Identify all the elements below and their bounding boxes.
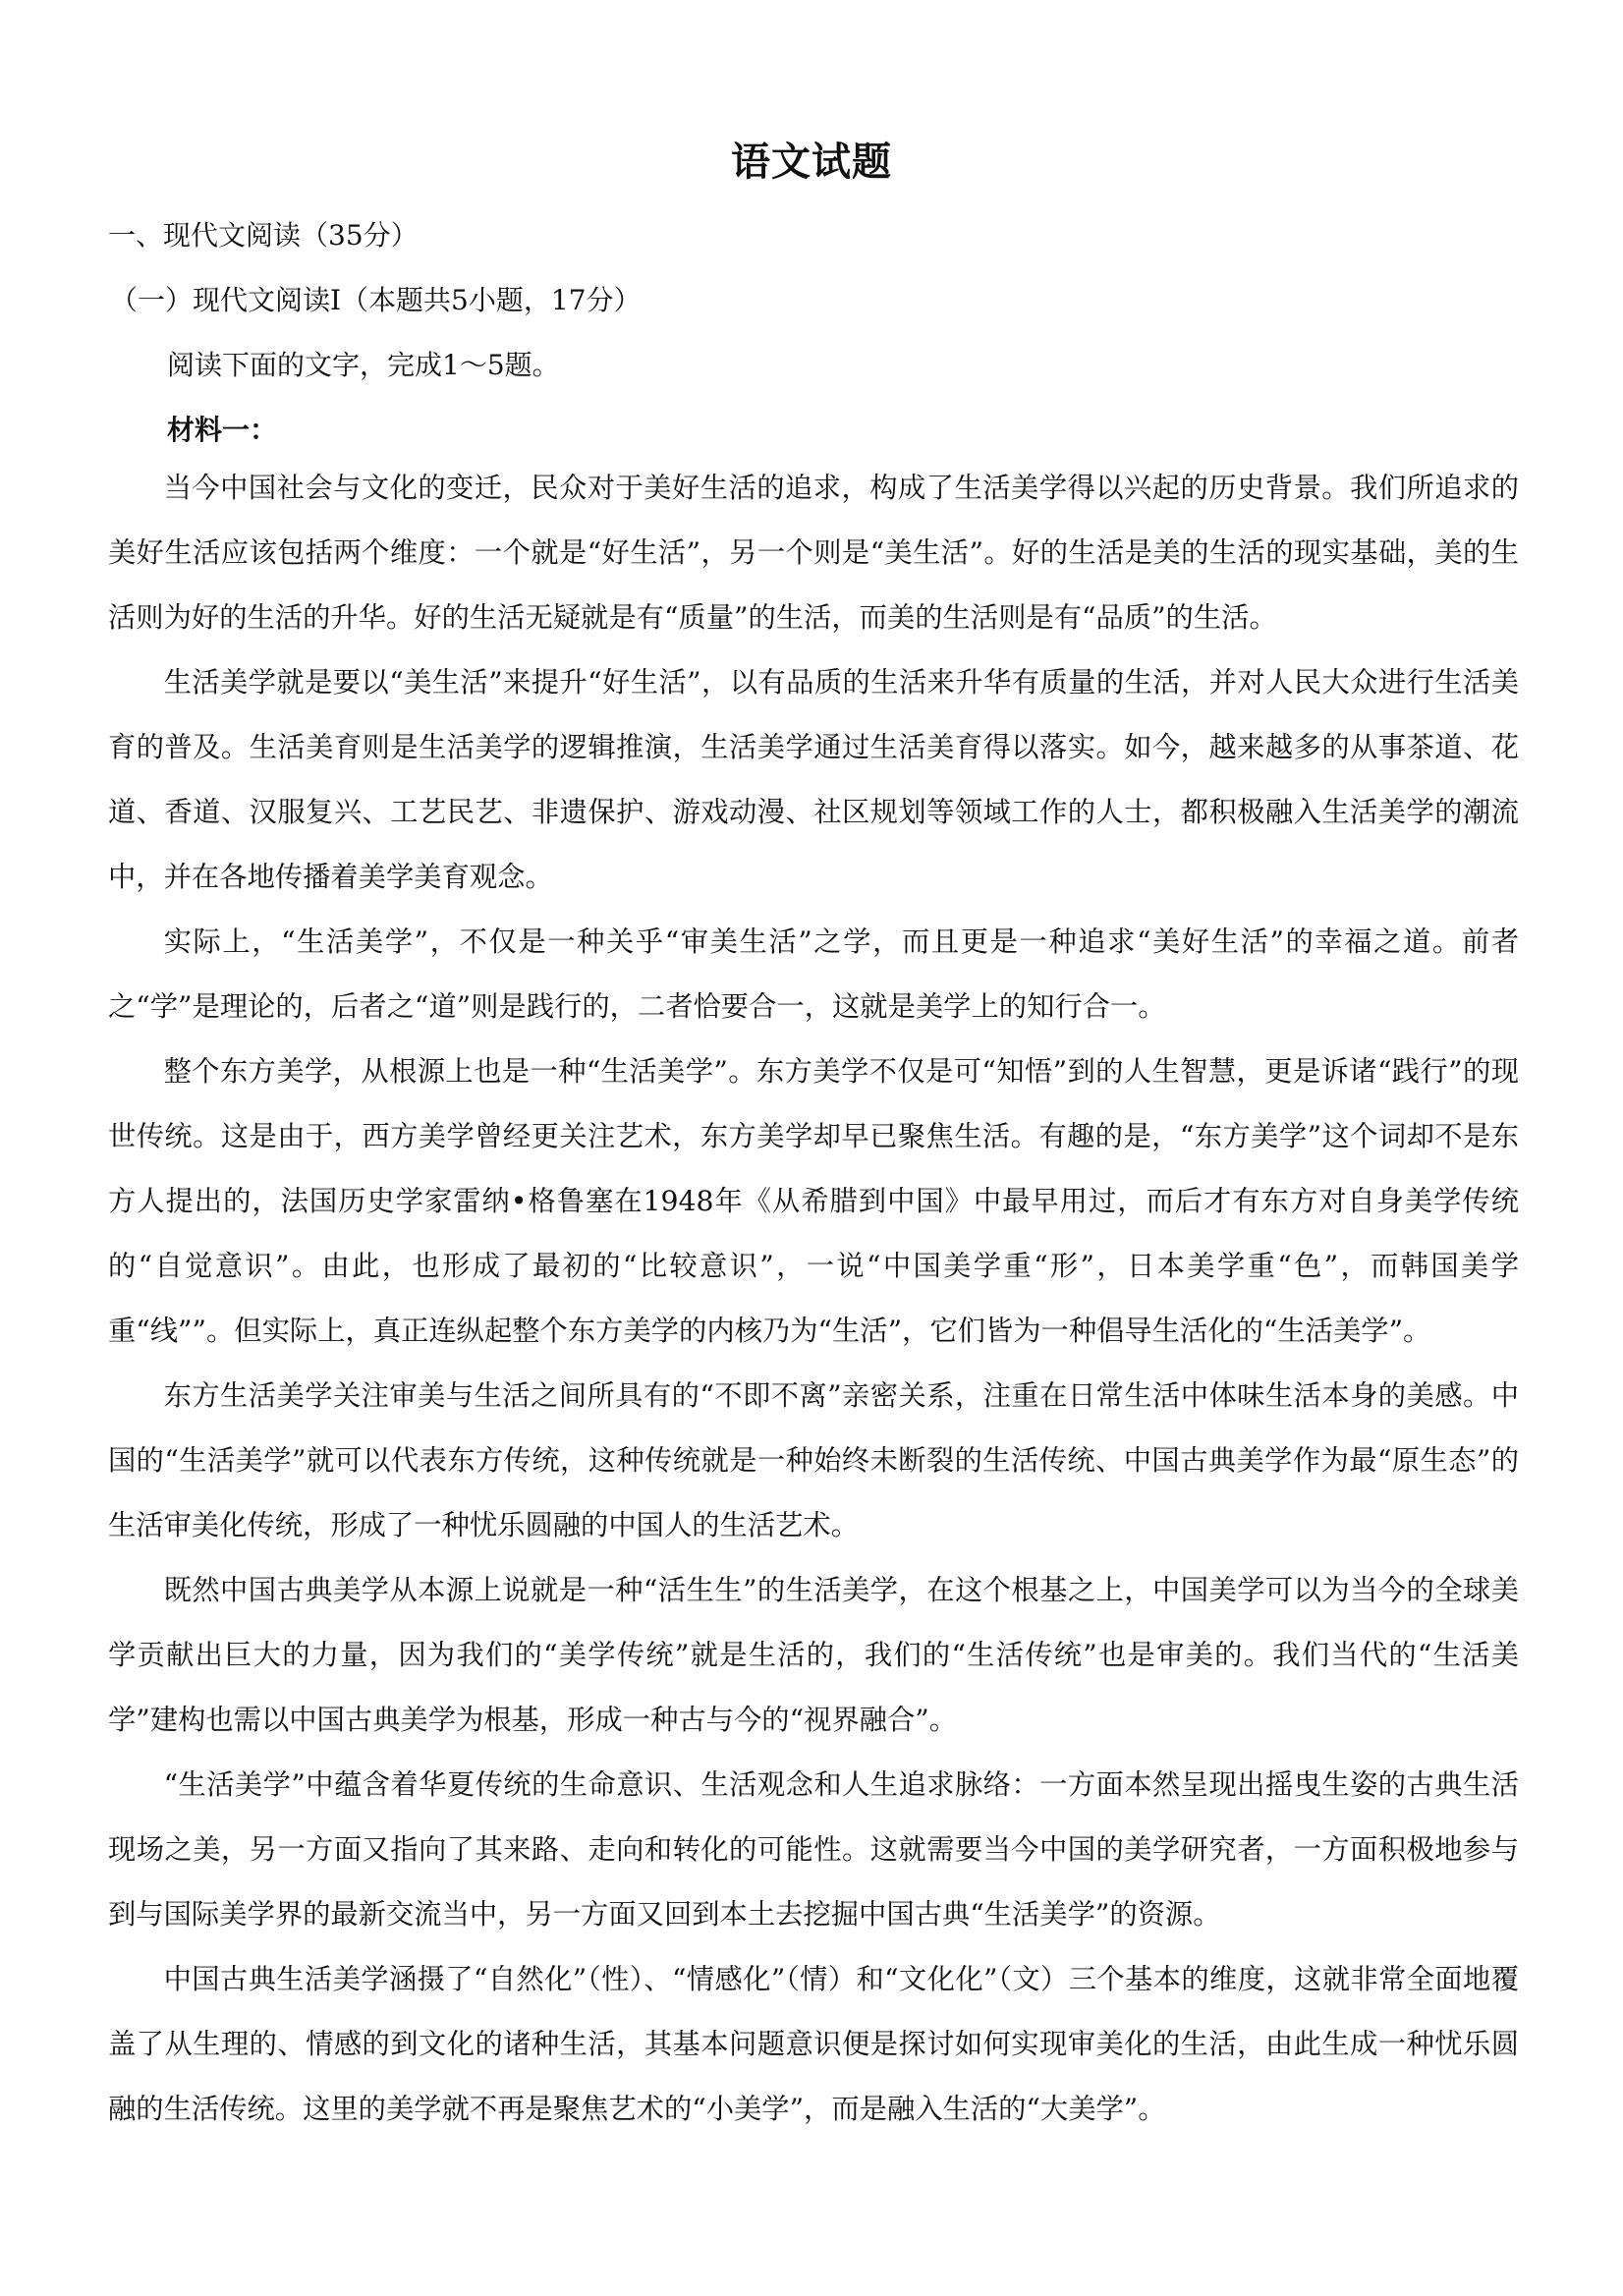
article-body [108, 456, 1519, 2142]
section-heading: 一、现代文阅读（35分） [108, 219, 419, 252]
material-label: 材料一： [167, 414, 278, 446]
paragraph: 中国古典生活美学涵摄了“自然化”（性）、“情感化”（情）和“文化化”（文）三个基本的维度，这就非常全面地覆盖了从生理的、情感的到文化的诸种生活，其基本问题意识便是探讨如何实现审美化的生活，由此生成一种忧乐圆融的生活传统。这里的美学就不再是聚焦艺术的“小美学”，而是融入生活的“大美学”。 [108, 1963, 1519, 2125]
paragraph: 生活美学就是要以“美生活”来提升“好生活”，以有品质的生活来升华有质量的生活，并对人民大众进行生活美育的普及。生活美育则是生活美学的逻辑推演，生活美学通过生活美育得以落实。如今，越来越多的从事茶道、花道、香道、汉服复兴、工艺民艺、非遗保护、游戏动漫、社区规划等领域工作的人士，都积极融入生活美学的潮流中，并在各地传播着美学美育观念。 [108, 666, 1519, 893]
paragraph: 整个东方美学，从根源上也是一种“生活美学”。东方美学不仅是可“知悟”到的人生智慧，更是诉诸“践行”的现世传统。这是由于，西方美学曾经更关注艺术，东方美学却早已聚焦生活。有趣的是，“东方美学”这个词却不是东方人提出的，法国历史学家雷纳•格鲁塞在1948年《从希腊到中国》中最早用过，而后才有东方对自身美学传统的“自觉意识”。由此，也形成了最初的“比较意识”，一说“中国美学重“形”，日本美学重“色”，而韩国美学重“线””。但实际上，真正连纵起整个东方美学的内核乃为“生活”，它们皆为一种倡导生活化的“生活美学”。 [108, 1055, 1519, 1347]
paragraph: 东方生活美学关注审美与生活之间所具有的“不即不离”亲密关系，注重在日常生活中体味生活本身的美感。中国的“生活美学”就可以代表东方传统，这种传统就是一种始终未断裂的生活传统、中国古典美学作为最“原生态”的生活审美化传统，形成了一种忧乐圆融的中国人的生活艺术。 [108, 1379, 1519, 1541]
paragraph: 既然中国古典美学从本源上说就是一种“活生生”的生活美学，在这个根基之上，中国美学可以为当今的全球美学贡献出巨大的力量，因为我们的“美学传统”就是生活的，我们的“生活传统”也是审美的。我们当代的“生活美学”建构也需以中国古典美学为根基，形成一种古与今的“视界融合”。 [108, 1574, 1519, 1736]
instruction-text: 阅读下面的文字，完成1～5题。 [167, 349, 560, 381]
page-title: 语文试题 [731, 139, 892, 185]
subsection-heading: （一）现代文阅读Ⅰ（本题共5小题，17分） [110, 284, 642, 316]
paragraph: “生活美学”中蕴含着华夏传统的生命意识、生活观念和人生追求脉络：一方面本然呈现出摇曳生姿的古典生活现场之美，另一方面又指向了其来路、走向和转化的可能性。这就需要当今中国的美学研究者，一方面积极地参与到与国际美学界的最新交流当中，另一方面又回到本土去挖掘中国古典“生活美学”的资源。 [108, 1768, 1519, 1931]
paragraph: 当今中国社会与文化的变迁，民众对于美好生活的追求，构成了生活美学得以兴起的历史背景。我们所追求的美好生活应该包括两个维度：一个就是“好生活”，另一个则是“美生活”。好的生活是美的生活的现实基础，美的生活则为好的生活的升华。好的生活无疑就是有“质量”的生活，而美的生活则是有“品质”的生活。 [108, 472, 1519, 634]
paragraph: 实际上，“生活美学”，不仅是一种关乎“审美生活”之学，而且更是一种追求“美好生活”的幸福之道。前者之“学”是理论的，后者之“道”则是践行的，二者恰要合一，这就是美学上的知行合一。 [108, 925, 1519, 1023]
